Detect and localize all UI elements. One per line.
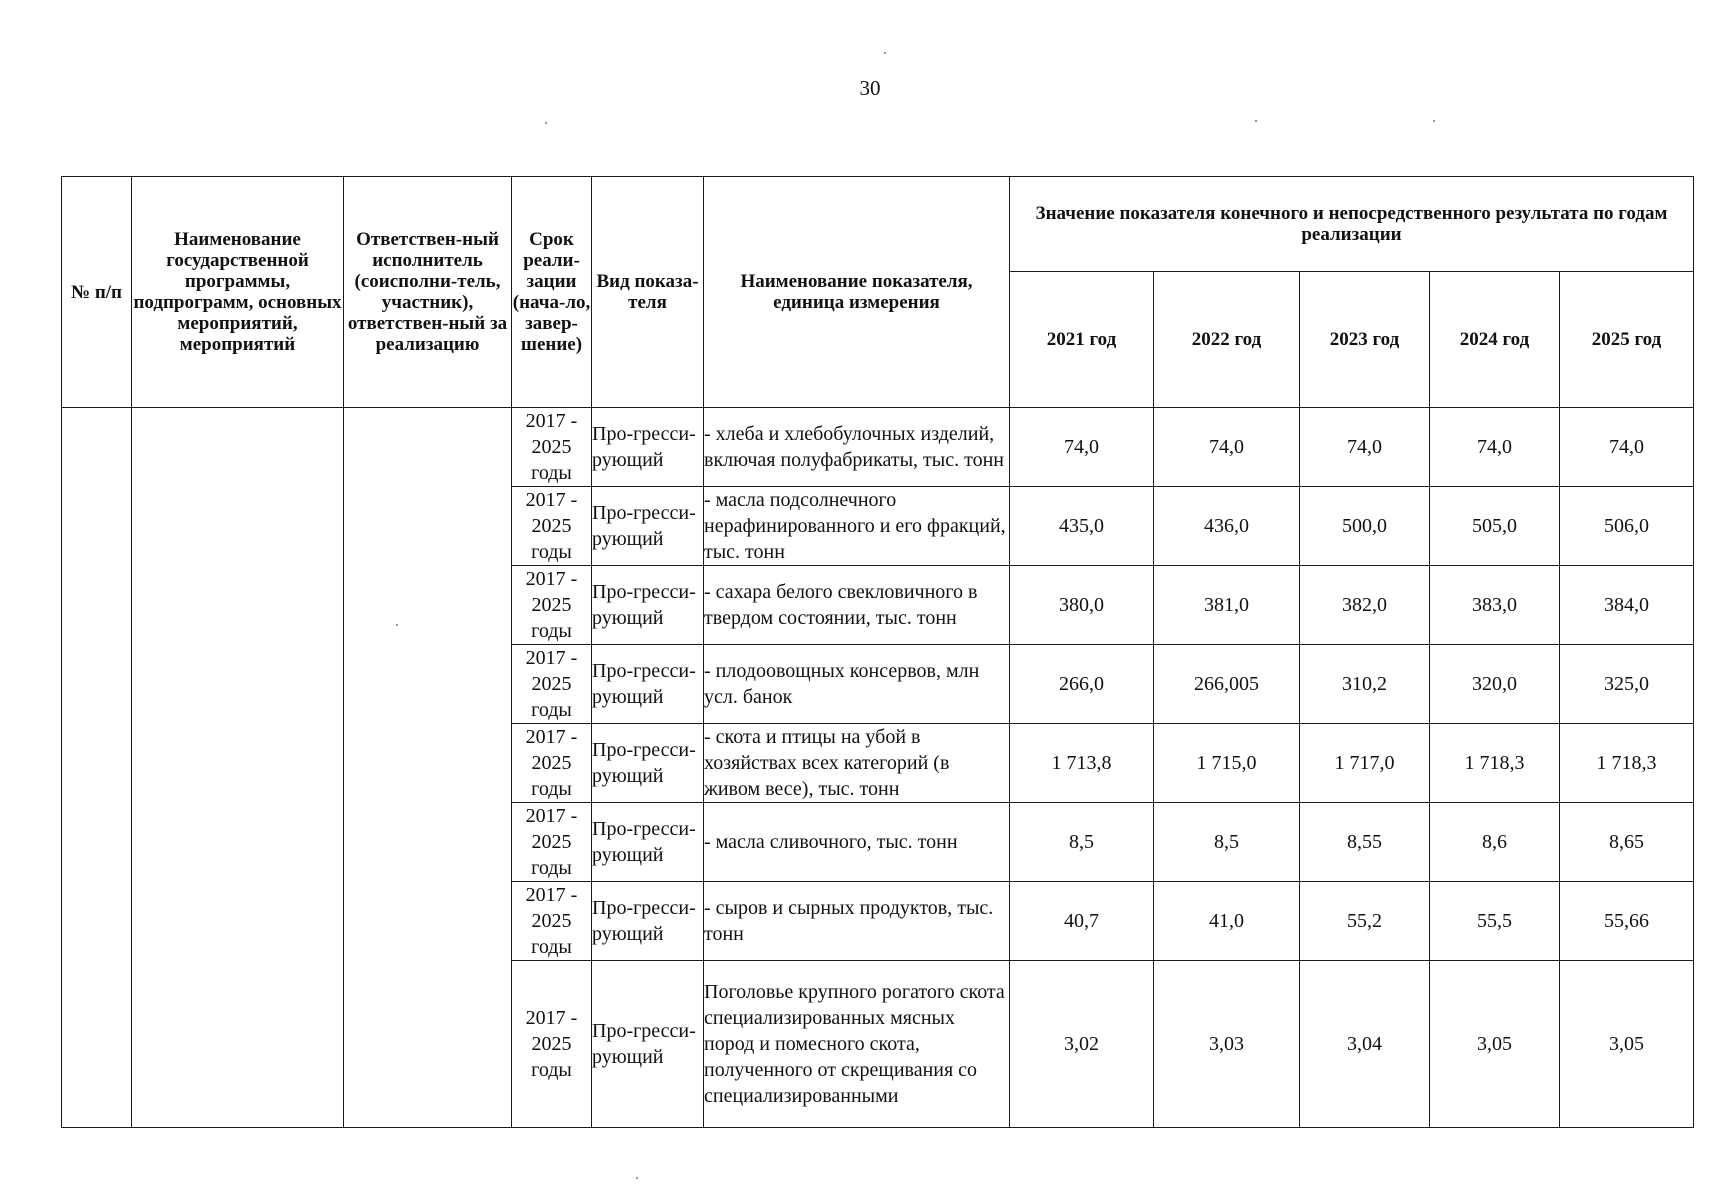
value-cell: 8,6 — [1430, 803, 1560, 882]
period-cell: 2017 - 2025 годы — [512, 882, 592, 961]
value-cell: 1 717,0 — [1300, 724, 1430, 803]
value-cell: 74,0 — [1430, 408, 1560, 487]
period-cell: 2017 - 2025 годы — [512, 487, 592, 566]
num-cell — [62, 408, 132, 1128]
value-cell: 1 713,8 — [1010, 724, 1154, 803]
header-year: 2022 год — [1154, 272, 1300, 408]
period-cell: 2017 - 2025 годы — [512, 724, 592, 803]
value-cell: 8,55 — [1300, 803, 1430, 882]
scan-speck — [884, 52, 886, 54]
value-cell: 383,0 — [1430, 566, 1560, 645]
indicator-cell: - хлеба и хлебобулочных изделий, включая полуфабрикаты, тыс. тонн — [704, 408, 1010, 487]
header-year: 2024 год — [1430, 272, 1560, 408]
value-cell: 74,0 — [1560, 408, 1694, 487]
kind-cell: Про-гресси-рующий — [592, 961, 704, 1128]
header-year: 2023 год — [1300, 272, 1430, 408]
value-cell: 436,0 — [1154, 487, 1300, 566]
value-cell: 325,0 — [1560, 645, 1694, 724]
scan-speck — [545, 122, 547, 124]
value-cell: 310,2 — [1300, 645, 1430, 724]
kind-cell: Про-гресси-рующий — [592, 645, 704, 724]
header-indicator: Наименование показателя, единица измерения — [704, 177, 1010, 408]
indicator-cell: - масла сливочного, тыс. тонн — [704, 803, 1010, 882]
value-cell: 266,0 — [1010, 645, 1154, 724]
program-cell — [132, 408, 344, 1128]
header-values-group: Значение показателя конечного и непосредственного результата по годам реализации — [1010, 177, 1694, 272]
scan-speck — [396, 624, 398, 626]
value-cell: 55,2 — [1300, 882, 1430, 961]
kind-cell: Про-гресси-рующий — [592, 724, 704, 803]
value-cell: 3,05 — [1430, 961, 1560, 1128]
value-cell: 382,0 — [1300, 566, 1430, 645]
header-kind: Вид показа-теля — [592, 177, 704, 408]
value-cell: 500,0 — [1300, 487, 1430, 566]
value-cell: 506,0 — [1560, 487, 1694, 566]
kind-cell: Про-гресси-рующий — [592, 566, 704, 645]
value-cell: 505,0 — [1430, 487, 1560, 566]
kind-cell: Про-гресси-рующий — [592, 882, 704, 961]
value-cell: 3,04 — [1300, 961, 1430, 1128]
value-cell: 55,66 — [1560, 882, 1694, 961]
kind-cell: Про-гресси-рующий — [592, 803, 704, 882]
scan-speck — [1433, 120, 1435, 122]
scan-speck — [1255, 120, 1257, 122]
value-cell: 380,0 — [1010, 566, 1154, 645]
period-cell: 2017 - 2025 годы — [512, 961, 592, 1128]
value-cell: 3,03 — [1154, 961, 1300, 1128]
value-cell: 74,0 — [1154, 408, 1300, 487]
header-period: Срок реали-зации (нача-ло, завер-шение) — [512, 177, 592, 408]
value-cell: 384,0 — [1560, 566, 1694, 645]
period-cell: 2017 - 2025 годы — [512, 408, 592, 487]
table-body — [62, 408, 1694, 1128]
kind-cell: Про-гресси-рующий — [592, 408, 704, 487]
table-row — [62, 408, 1694, 487]
value-cell: 41,0 — [1154, 882, 1300, 961]
header-executor: Ответствен-ный исполнитель (соисполни-тель, участник), ответствен-ный за реализацию — [344, 177, 512, 408]
header-year: 2025 год — [1560, 272, 1694, 408]
value-cell: 8,5 — [1154, 803, 1300, 882]
indicator-cell: - сыров и сырных продуктов, тыс. тонн — [704, 882, 1010, 961]
indicator-cell: - сахара белого свекловичного в твердом состоянии, тыс. тонн — [704, 566, 1010, 645]
header-num: № п/п — [62, 177, 132, 408]
value-cell: 1 718,3 — [1560, 724, 1694, 803]
scan-speck — [636, 1177, 638, 1179]
period-cell: 2017 - 2025 годы — [512, 645, 592, 724]
value-cell: 435,0 — [1010, 487, 1154, 566]
period-cell: 2017 - 2025 годы — [512, 803, 592, 882]
value-cell: 74,0 — [1300, 408, 1430, 487]
indicator-cell: - масла подсолнечного нерафинированного и его фракций, тыс. тонн — [704, 487, 1010, 566]
value-cell: 3,02 — [1010, 961, 1154, 1128]
indicator-table — [61, 176, 1694, 1128]
header-program: Наименование государственной программы, подпрограмм, основных мероприятий, мероприятий — [132, 177, 344, 408]
value-cell: 1 715,0 — [1154, 724, 1300, 803]
indicator-cell: - плодоовощных консервов, млн усл. банок — [704, 645, 1010, 724]
executor-cell — [344, 408, 512, 1128]
value-cell: 74,0 — [1010, 408, 1154, 487]
kind-cell: Про-гресси-рующий — [592, 487, 704, 566]
table-header — [62, 177, 1694, 408]
indicator-cell: Поголовье крупного рогатого скота специализированных мясных пород и помесного скота, полученного от скрещивания со специализированными — [704, 961, 1010, 1128]
value-cell: 8,5 — [1010, 803, 1154, 882]
value-cell: 3,05 — [1560, 961, 1694, 1128]
indicator-cell: - скота и птицы на убой в хозяйствах всех категорий (в живом весе), тыс. тонн — [704, 724, 1010, 803]
page-number: 30 — [859, 76, 881, 100]
value-cell: 8,65 — [1560, 803, 1694, 882]
period-cell: 2017 - 2025 годы — [512, 566, 592, 645]
header-year: 2021 год — [1010, 272, 1154, 408]
value-cell: 40,7 — [1010, 882, 1154, 961]
value-cell: 381,0 — [1154, 566, 1300, 645]
value-cell: 320,0 — [1430, 645, 1560, 724]
value-cell: 1 718,3 — [1430, 724, 1560, 803]
value-cell: 55,5 — [1430, 882, 1560, 961]
value-cell: 266,005 — [1154, 645, 1300, 724]
